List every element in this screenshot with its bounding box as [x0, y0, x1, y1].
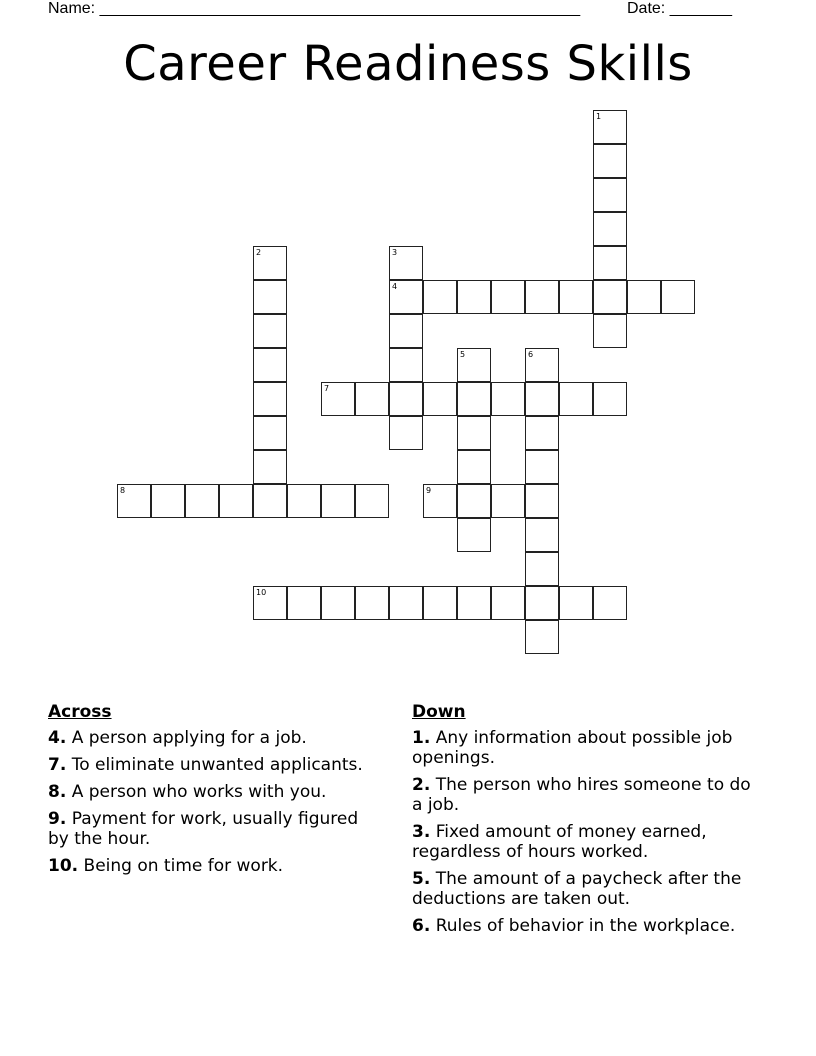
crossword-cell[interactable] — [321, 382, 355, 416]
crossword-cell[interactable] — [491, 586, 525, 620]
crossword-cell[interactable] — [219, 484, 253, 518]
clue-number-label: 3 — [392, 248, 398, 257]
clue-number-label: 7 — [324, 384, 330, 393]
clue-number-label: 1 — [596, 112, 602, 121]
crossword-cell[interactable] — [559, 280, 593, 314]
crossword-cell[interactable] — [355, 382, 389, 416]
clue-text: To eliminate unwanted applicants. — [71, 755, 363, 775]
crossword-cell[interactable] — [253, 450, 287, 484]
crossword-cell[interactable] — [593, 110, 627, 144]
clue-text: A person applying for a job. — [71, 728, 307, 748]
crossword-cell[interactable] — [525, 348, 559, 382]
across-heading: Across — [48, 702, 112, 722]
crossword-cell[interactable] — [253, 382, 287, 416]
clue-text: Payment for work, usually figured by the hour. — [48, 809, 359, 849]
crossword-cell[interactable] — [355, 586, 389, 620]
crossword-cell[interactable] — [253, 246, 287, 280]
crossword-cell[interactable] — [321, 586, 355, 620]
clue-number-label: 6 — [528, 350, 534, 359]
crossword-cell[interactable] — [457, 586, 491, 620]
clue-number: 6. — [412, 916, 431, 936]
crossword-cell[interactable] — [593, 280, 627, 314]
clue-number-label: 4 — [392, 282, 398, 291]
crossword-cell[interactable] — [151, 484, 185, 518]
across-clue-8 — [48, 782, 368, 802]
clue-number: 10. — [48, 856, 79, 876]
crossword-cell[interactable] — [117, 484, 151, 518]
crossword-cell[interactable] — [457, 450, 491, 484]
across-clue-7 — [48, 755, 368, 775]
crossword-cell[interactable] — [253, 348, 287, 382]
down-clue-3 — [412, 822, 752, 862]
crossword-cell[interactable] — [593, 382, 627, 416]
crossword-cell[interactable] — [593, 144, 627, 178]
crossword-cell[interactable] — [525, 450, 559, 484]
crossword-cell[interactable] — [253, 586, 287, 620]
crossword-cell[interactable] — [559, 586, 593, 620]
crossword-cell[interactable] — [389, 314, 423, 348]
clue-text: Any information about possible job openings. — [412, 728, 733, 768]
crossword-cell[interactable] — [491, 280, 525, 314]
name-field-label: Name: ______________________________________________________ — [48, 0, 581, 17]
crossword-cell[interactable] — [389, 280, 423, 314]
crossword-cell[interactable] — [253, 416, 287, 450]
crossword-cell[interactable] — [457, 416, 491, 450]
crossword-cell[interactable] — [423, 586, 457, 620]
crossword-cell[interactable] — [593, 586, 627, 620]
across-clue-10 — [48, 856, 368, 876]
clue-number: 4. — [48, 728, 67, 748]
clue-number: 1. — [412, 728, 431, 748]
crossword-cell[interactable] — [355, 484, 389, 518]
clue-number: 5. — [412, 869, 431, 889]
clue-number: 2. — [412, 775, 431, 795]
crossword-cell[interactable] — [593, 178, 627, 212]
crossword-cell[interactable] — [457, 280, 491, 314]
crossword-cell[interactable] — [185, 484, 219, 518]
clue-number: 7. — [48, 755, 67, 775]
crossword-cell[interactable] — [321, 484, 355, 518]
crossword-cell[interactable] — [593, 314, 627, 348]
clue-number: 8. — [48, 782, 67, 802]
down-clue-1 — [412, 728, 752, 768]
crossword-cell[interactable] — [457, 382, 491, 416]
crossword-cell[interactable] — [525, 552, 559, 586]
clue-number-label: 10 — [256, 588, 267, 597]
crossword-cell[interactable] — [559, 382, 593, 416]
date-field-label: Date: _______ — [627, 0, 732, 17]
clue-number-label: 9 — [426, 486, 432, 495]
crossword-cell[interactable] — [593, 212, 627, 246]
down-clue-2 — [412, 775, 752, 815]
clue-number: 3. — [412, 822, 431, 842]
crossword-cell[interactable] — [525, 416, 559, 450]
crossword-cell[interactable] — [389, 348, 423, 382]
crossword-cell[interactable] — [287, 484, 321, 518]
crossword-cell[interactable] — [423, 382, 457, 416]
page-title: Career Readiness Skills — [123, 36, 693, 92]
clue-text: Being on time for work. — [83, 856, 284, 876]
across-clues-section — [48, 702, 368, 883]
down-heading: Down — [412, 702, 466, 722]
clue-text: The amount of a paycheck after the deductions are taken out. — [412, 869, 742, 909]
crossword-cell[interactable] — [661, 280, 695, 314]
crossword-cell[interactable] — [423, 280, 457, 314]
crossword-cell[interactable] — [389, 246, 423, 280]
crossword-cell[interactable] — [423, 484, 457, 518]
clue-text: The person who hires someone to do a job. — [412, 775, 751, 815]
crossword-cell[interactable] — [253, 484, 287, 518]
clue-number-label: 5 — [460, 350, 466, 359]
crossword-cell[interactable] — [253, 314, 287, 348]
down-clue-5 — [412, 869, 752, 909]
crossword-cell[interactable] — [525, 280, 559, 314]
crossword-cell[interactable] — [389, 382, 423, 416]
crossword-cell[interactable] — [525, 484, 559, 518]
down-clue-6 — [412, 916, 752, 936]
clue-number-label: 2 — [256, 248, 262, 257]
crossword-cell[interactable] — [525, 518, 559, 552]
crossword-cell[interactable] — [525, 620, 559, 654]
crossword-cell[interactable] — [491, 484, 525, 518]
across-clue-9 — [48, 809, 368, 849]
across-clue-4 — [48, 728, 368, 748]
crossword-cell[interactable] — [627, 280, 661, 314]
clue-text: Rules of behavior in the workplace. — [435, 916, 736, 936]
crossword-cell[interactable] — [457, 484, 491, 518]
down-clues-section — [412, 702, 752, 943]
crossword-cell[interactable] — [525, 382, 559, 416]
crossword-cell[interactable] — [253, 280, 287, 314]
clue-number-label: 8 — [120, 486, 126, 495]
crossword-cell[interactable] — [457, 518, 491, 552]
clue-text: Fixed amount of money earned, regardless of hours worked. — [412, 822, 707, 862]
clue-text: A person who works with you. — [71, 782, 327, 802]
crossword-cell[interactable] — [389, 416, 423, 450]
crossword-cell[interactable] — [287, 586, 321, 620]
crossword-cell[interactable] — [491, 382, 525, 416]
crossword-cell[interactable] — [389, 586, 423, 620]
crossword-cell[interactable] — [525, 586, 559, 620]
clue-number: 9. — [48, 809, 67, 829]
crossword-cell[interactable] — [457, 348, 491, 382]
crossword-cell[interactable] — [593, 246, 627, 280]
